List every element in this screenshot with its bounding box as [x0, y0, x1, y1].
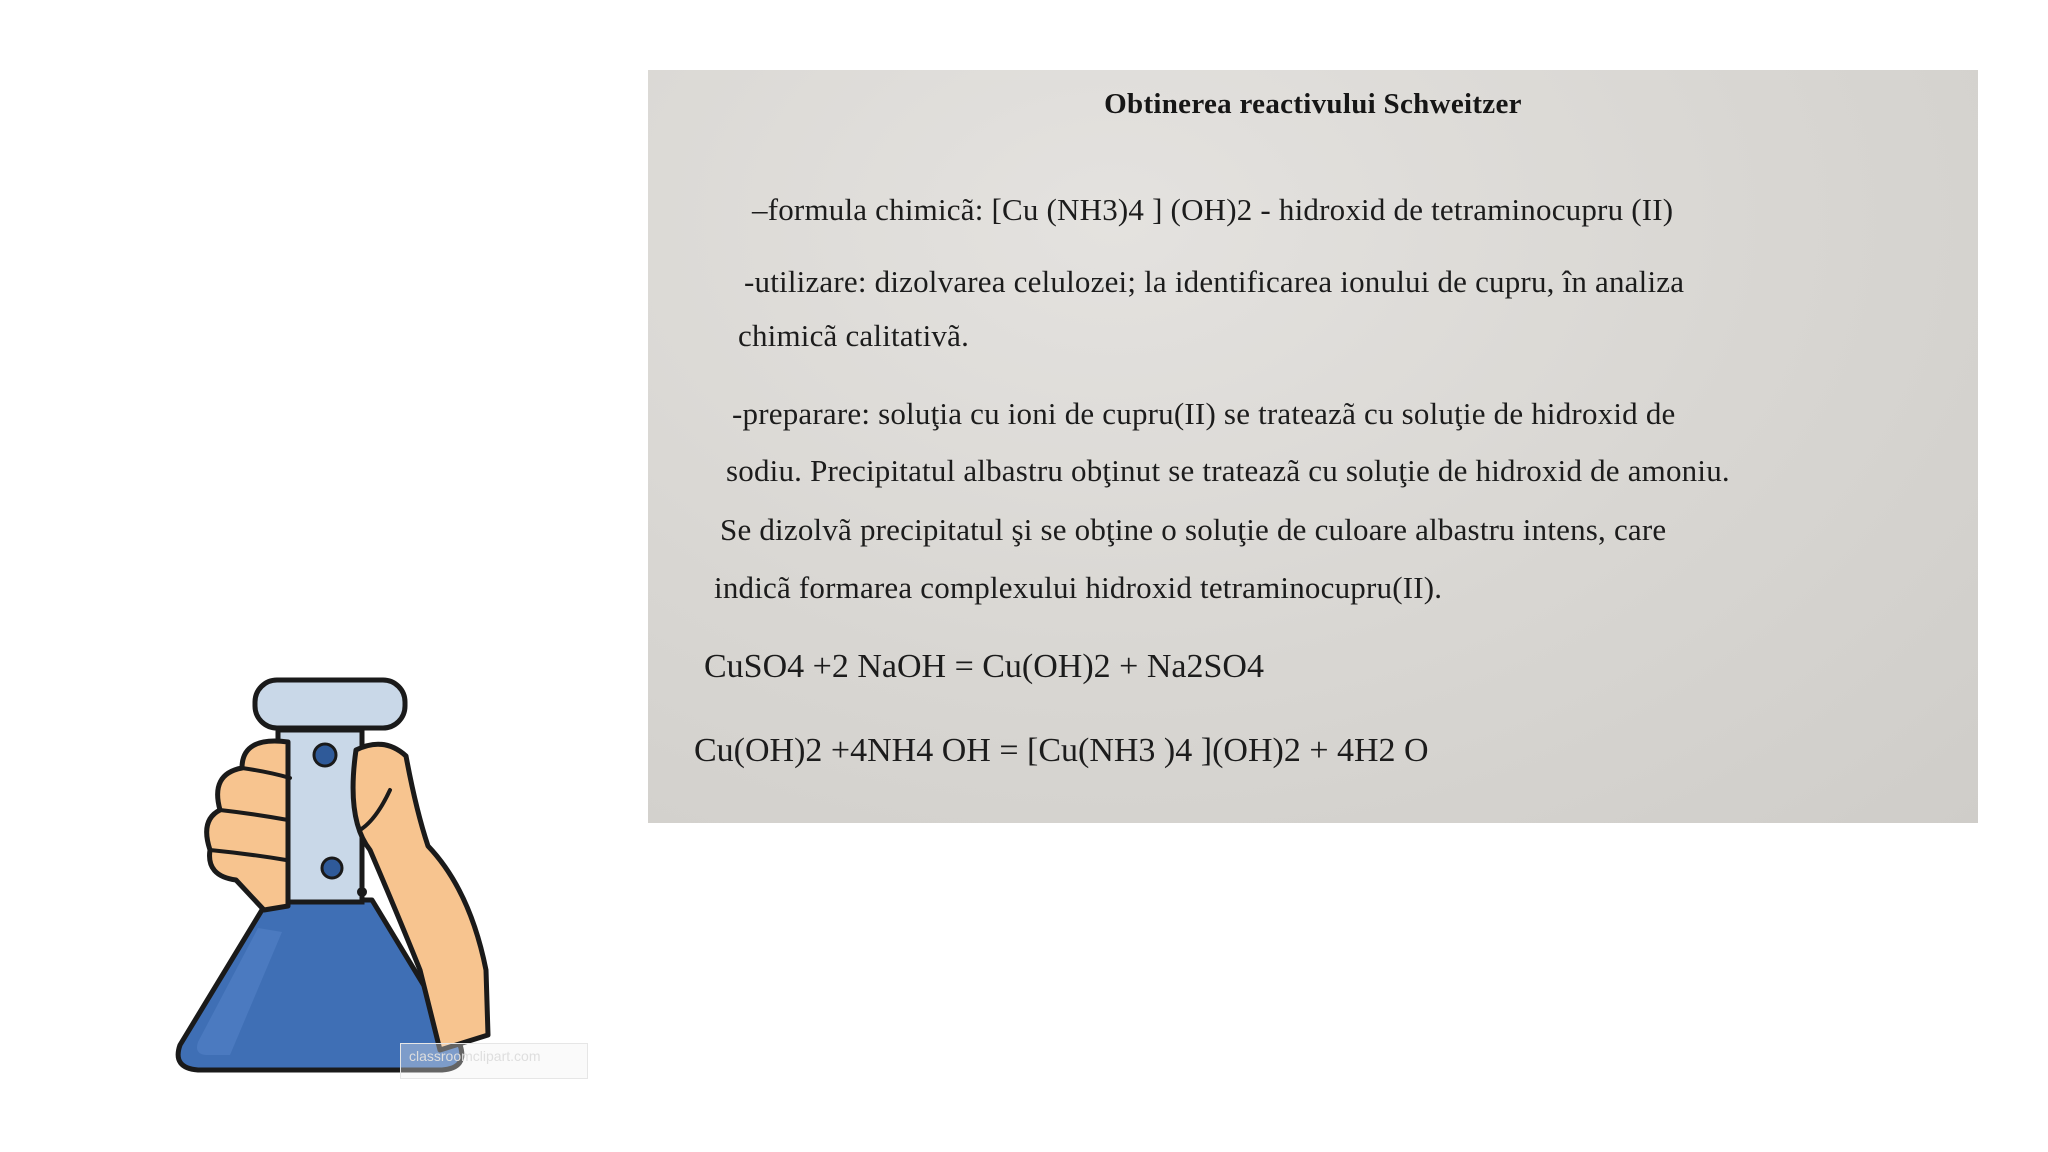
preparation-line-2: sodiu. Precipitatul albastru obţinut se trateazã cu soluţie de hidroxid de amoniu.	[726, 453, 1730, 488]
preparation-line-4: indicã formarea complexului hidroxid tetraminocupru(II).	[714, 570, 1443, 605]
preparation-line-3: Se dizolvã precipitatul şi se obţine o soluţie de culoare albastru intens, care	[720, 512, 1667, 547]
usage-line-continued: chimicã calitativã.	[738, 318, 970, 353]
equation-2: Cu(OH)2 +4NH4 OH = [Cu(NH3 )4 ](OH)2 + 4H2 O	[694, 732, 1429, 769]
preparation-line: -preparare: soluţia cu ioni de cupru(II) se trateazã cu soluţie de hidroxid de	[732, 396, 1676, 431]
usage-line: -utilizare: dizolvarea celulozei; la identificarea ionului de cupru, în analiza	[744, 264, 1685, 299]
watermark: classroomclipart.com	[400, 1043, 588, 1079]
hand-holding-flask-icon	[170, 670, 510, 1090]
document-photo	[648, 70, 1978, 823]
formula-line: –formula chimicã: [Cu (NH3)4 ] (OH)2 - hidroxid de tetraminocupru (II)	[752, 192, 1674, 227]
document-title: Obtinerea reactivului Schweitzer	[1104, 88, 1522, 120]
equation-1: CuSO4 +2 NaOH = Cu(OH)2 + Na2SO4	[704, 648, 1264, 685]
